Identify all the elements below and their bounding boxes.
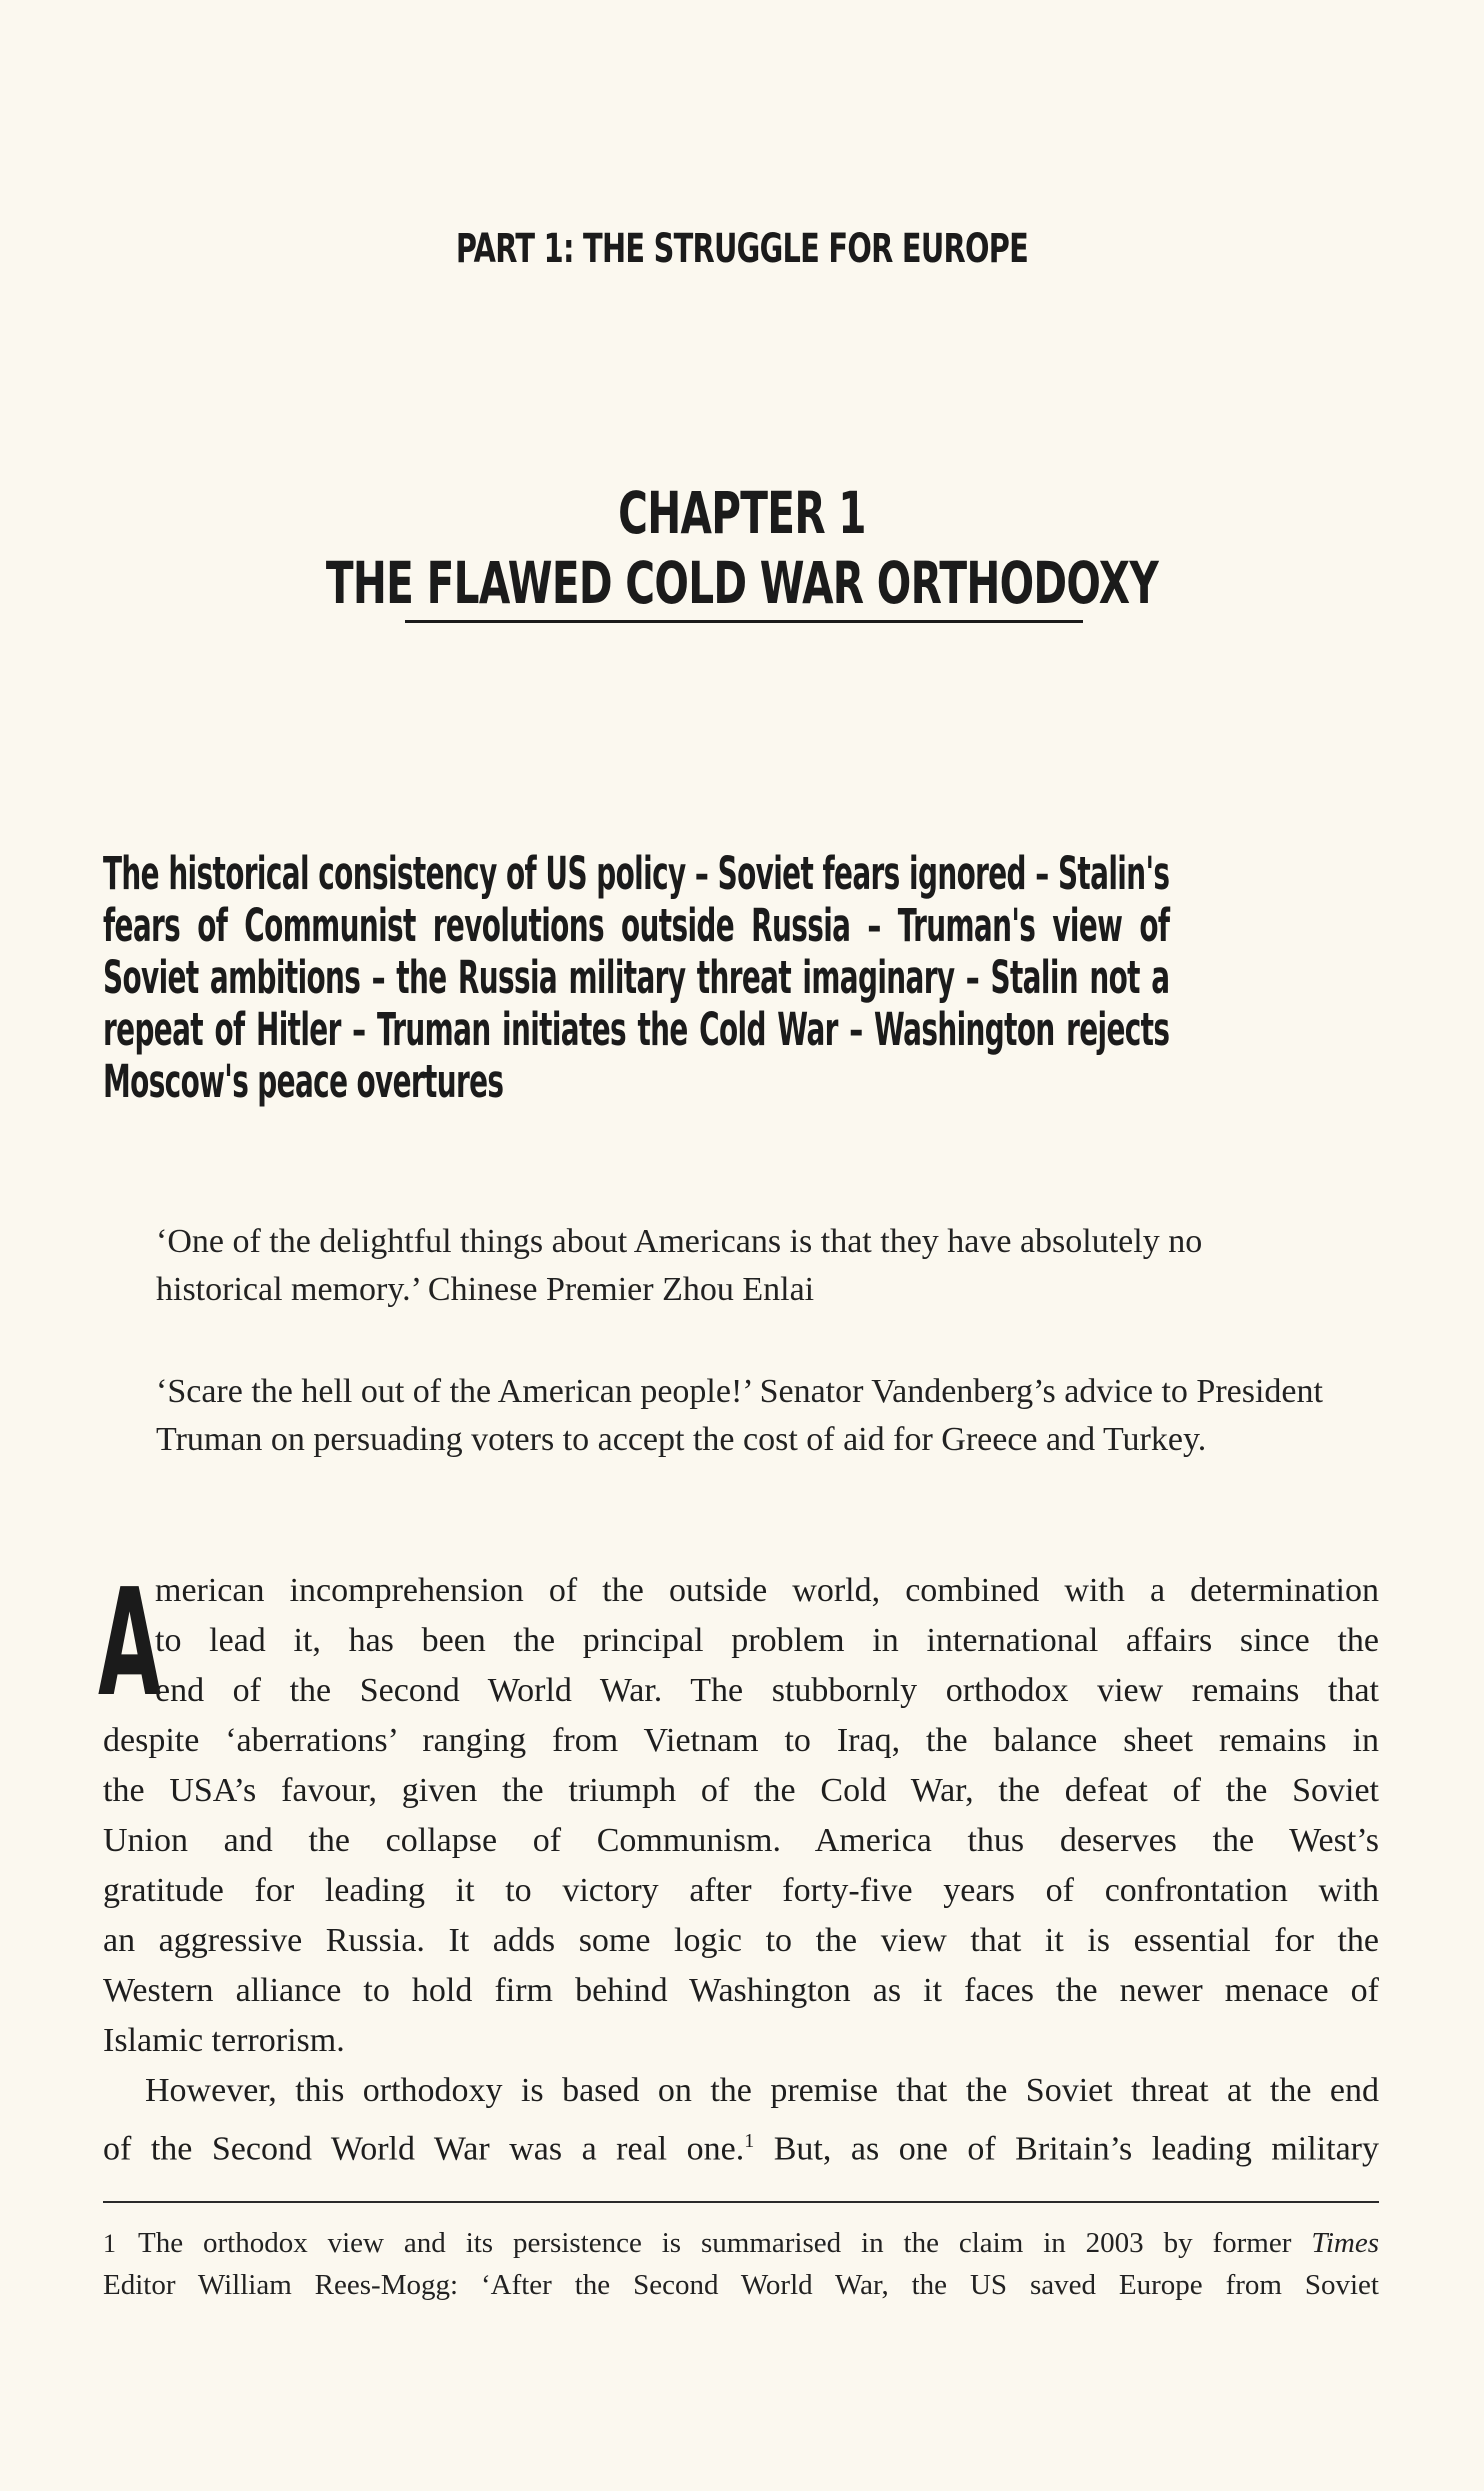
- footnote-reference: 1: [744, 2130, 755, 2152]
- body-line: Western alliance to hold firm behind Washington as it faces the newer menace of: [103, 1972, 1379, 2009]
- footnote-divider: [103, 2201, 1379, 2203]
- body-text-fragment: of the Second World War was a real one.: [103, 2130, 745, 2168]
- footnote-line: Editor William Rees-Mogg: ‘After the Second World War, the US saved Europe from Soviet: [103, 2269, 1379, 2301]
- footnote-text: The orthodox view and its persistence is summarised in the claim in 2003 by former: [138, 2227, 1312, 2259]
- body-line: merican incomprehension of the outside world, combined with a determination: [155, 1572, 1379, 1609]
- body-line: Islamic terrorism.: [103, 2022, 345, 2059]
- footnote-italic: Times: [1311, 2227, 1379, 2259]
- body-line: Union and the collapse of Communism. America thus deserves the West’s: [103, 1822, 1379, 1859]
- chapter-title: THE FLAWED COLD WAR ORTHODOXY: [325, 549, 1159, 617]
- footnote: [103, 2222, 1379, 2306]
- body-line: end of the Second World War. The stubbornly orthodox view remains that: [155, 1672, 1379, 1709]
- chapter-number: CHAPTER 1: [618, 479, 866, 547]
- epigraph-vandenberg: ‘Scare the hell out of the American people!’ Senator Vandenberg’s advice to President Truman on persuading voters to accept the cost of aid for Greece and Turkey.: [156, 1373, 1323, 1458]
- drop-cap: A: [98, 1557, 162, 1729]
- chapter-title-underline: [405, 620, 1083, 623]
- body-line-with-footnote-ref: [103, 2116, 1379, 2166]
- body-text: [103, 1566, 1379, 2166]
- footnote-line: [103, 2222, 1379, 2264]
- body-line: to lead it, has been the principal problem in international affairs since the: [155, 1622, 1379, 1659]
- epigraph-zhou-enlai: ‘One of the delightful things about Americans is that they have absolutely no historical memory.’ Chinese Premier Zhou Enlai: [156, 1223, 1203, 1308]
- body-line: gratitude for leading it to victory after forty-five years of confrontation with: [103, 1872, 1379, 1909]
- body-line: the USA’s favour, given the triumph of the Cold War, the defeat of the Soviet: [103, 1772, 1379, 1809]
- body-line: an aggressive Russia. It adds some logic to the view that it is essential for the: [103, 1922, 1379, 1959]
- body-line: However, this orthodoxy is based on the premise that the Soviet threat at the end: [145, 2072, 1379, 2109]
- footnote-number: 1: [103, 2229, 116, 2258]
- chapter-summary: The historical consistency of US policy – Soviet fears ignored – Stalin's fears of Communist revolutions outside Russia – Truman's view of Soviet ambitions – the Russia military threat imaginary – Stalin not a repeat of Hitler – Truman initiates the Cold War – Washington rejects Moscow's peace overtures: [103, 847, 1170, 1108]
- part-title: PART 1: THE STRUGGLE FOR EUROPE: [455, 226, 1029, 272]
- chapter-heading: [0, 478, 1484, 618]
- body-text-fragment: But, as one of Britain’s leading military: [754, 2130, 1379, 2168]
- body-line: despite ‘aberrations’ ranging from Vietnam to Iraq, the balance sheet remains in: [103, 1722, 1379, 1759]
